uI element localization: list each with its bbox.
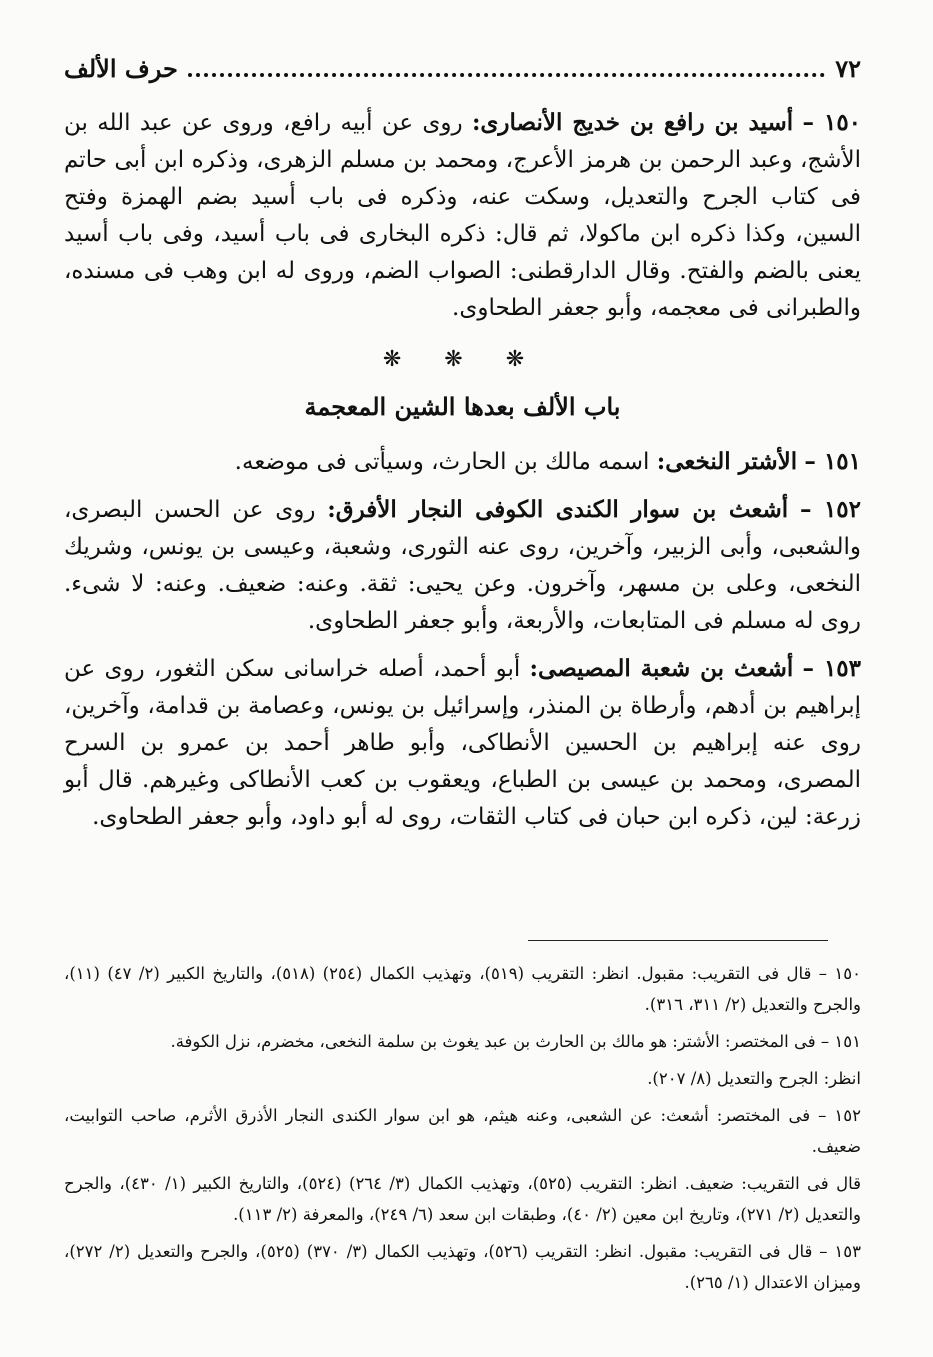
separator-stars: ❋ ❋ ❋ [382,347,543,372]
main-text [64,104,861,846]
entry-number: ١٥١ – [804,448,861,475]
entry-name: أشعث بن سوار الكندى الكوفى النجار الأفرق: [327,496,789,523]
running-header [64,48,861,88]
footnote: ١٥٣ – قال فى التقريب: مقبول. انظر: التقريب (٥٢٦)، وتهذيب الكمال (٣/ ٣٧٠) (٥٢٥)، والجرح والتعديل (٢/ ٢٧٢)، وميزان الاعتدال (١/ ٢٦٥). [64,1242,861,1292]
entry-name: أسيد بن رافع بن خديج الأنصارى: [471,109,794,136]
page-number: ٧٢ [835,53,861,83]
entry-text: أبو أحمد، أصله خراسانى سكن الثغور، روى عن إبراهيم بن أدهم، وأرطاة بن المنذر، وإسرائيل بن يونس، وعصامة بن قدامة، وآخرين، روى عنه إبراهيم بن الحسين الأنطاكى، وأبو طاهر أحمد بن عمرو بن السرح المصرى، ومحمد بن عيسى بن الطباع، ويعقوب بن كعب الأنطاكى وغيرهم. قال أبو زرعة: لين، ذكره ابن حبان فى كتاب الثقات، روى له أبو داود، وأبو جعفر الطحاوى. [64,656,861,830]
entry-name: أشعث بن شعبة المصيصى: [529,655,794,682]
entry-text: روى عن أبيه رافع، وروى عن عبد الله بن الأشج، وعبد الرحمن بن هرمز الأعرج، ومحمد بن مسلم الزهرى، وذكره ابن أبى حاتم فى كتاب الجرح والتعديل، وسكت عنه، وذكره فى باب أسيد بضم الهمزة وفتح السين، وكذا ذكره ابن ماكولا، ثم قال: ذكره البخارى فى باب أسيد، وفى باب أسيد يعنى بالضم والفتح. وقال الدارقطنى: الصواب الضم، وروى له ابن وهب فى مسنده، والطبرانى فى معجمه، وأبو جعفر الطحاوى. [64,110,861,321]
footnote: انظر: الجرح والتعديل (٨/ ٢٠٧). [647,1069,861,1088]
entry-151 [64,443,861,481]
section-title: باب الألف بعدها الشين المعجمة [304,392,621,421]
entry-150 [64,104,861,327]
chapter-title: حرف الألف [64,53,178,83]
entry-text: روى عن الحسن البصرى، والشعبى، وأبى الزبير، وآخرين، روى عنه الثورى، وشعبة، وعيسى بن يونس، وشريك النخعى، وعلى بن مسهر، وآخرون. وعن يحيى: ثقة. وعنه: ضعيف. وعنه: لا شىء. روى له مسلم فى المتابعات، والأربعة، وأبو جعفر الطحاوى. [64,497,861,634]
entry-name: الأشتر النخعى: [656,448,798,475]
header-leader-dots [188,67,825,77]
footnote-divider [528,940,828,941]
entry-number: ١٥٢ – [799,496,862,523]
entry-text: اسمه مالك بن الحارث، وسيأتى فى موضعه. [234,449,650,475]
footnote: ١٥٠ – قال فى التقريب: مقبول. انظر: التقريب (٥١٩)، وتهذيب الكمال (٢٥٤) (٥١٨)، والتاريخ الكبير (٢/ ٤٧) (١١)، والجرح والتعديل (٢/ ٣١١، ٣١٦). [64,964,861,1014]
entry-number: ١٥٣ – [802,655,862,682]
footnote: ١٥١ – فى المختصر: الأشتر: هو مالك بن الحارث بن عبد يغوث بن سلمة النخعى، مخضرم، نزل الكوفة. [170,1032,861,1051]
entry-number: ١٥٠ – [802,109,862,136]
footnotes [64,958,861,1304]
entry-153 [64,650,861,836]
entry-152 [64,491,861,640]
footnote: قال فى التقريب: ضعيف. انظر: التقريب (٥٢٥)، وتهذيب الكمال (٣/ ٢٦٤) (٥٢٤)، والتاريخ الكبير (١/ ٤٣٠)، والجرح والتعديل (٢/ ٢٧١)، وتاريخ ابن معين (٢/ ٤٠)، وطبقات ابن سعد (٦/ ٢٤٩)، والمعرفة (٢/ ١١٣). [64,1174,861,1224]
footnote: ١٥٢ – فى المختصر: أشعث: عن الشعبى، وعنه هيثم، هو ابن سوار الكندى النجار الأذرق الأثرم، صاحب التوابيت، ضعيف. [64,1106,861,1156]
